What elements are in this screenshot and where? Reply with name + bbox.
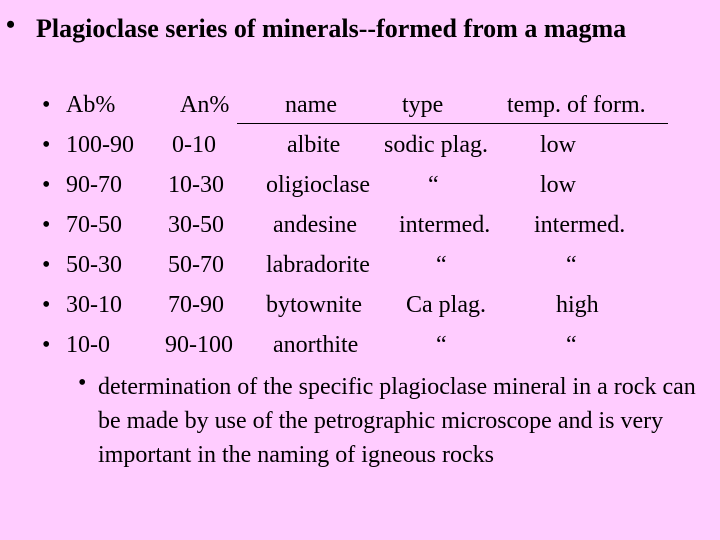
list-bullet: • — [42, 292, 51, 318]
table-row — [0, 172, 720, 212]
cell-type: Ca plag. — [406, 292, 486, 318]
cell-name: bytownite — [266, 292, 362, 318]
cell-ab: 100-90 — [66, 132, 134, 158]
table-row — [0, 212, 720, 252]
cell-type: “ — [436, 332, 447, 358]
cell-name: albite — [287, 132, 341, 158]
table-row — [0, 252, 720, 292]
cell-an: 10-30 — [168, 172, 224, 198]
table-row — [0, 292, 720, 332]
cell-temp: “ — [566, 332, 577, 358]
list-bullet: • — [42, 92, 51, 118]
note-text: determination of the specific plagioclase mineral in a rock can be made by use of the petrographic microscope and is very important in the naming of igneous rocks — [98, 374, 696, 468]
cell-name: oligioclase — [266, 172, 370, 198]
cell-ab: 50-30 — [66, 252, 122, 278]
header-ab-percent: Ab% — [66, 92, 116, 118]
cell-temp: low — [540, 172, 576, 198]
table-row — [0, 132, 720, 172]
cell-name: labradorite — [266, 252, 370, 278]
cell-an: 70-90 — [168, 292, 224, 318]
table-row — [0, 332, 720, 372]
cell-type: sodic plag. — [384, 132, 488, 158]
cell-ab: 90-70 — [66, 172, 122, 198]
header-temp: temp. of form. — [507, 92, 646, 118]
header-type: type — [402, 92, 444, 118]
slide-title: Plagioclase series of minerals--formed from a magma — [36, 14, 627, 43]
header-underline — [237, 123, 668, 124]
cell-temp: low — [540, 132, 576, 158]
list-bullet: • — [42, 252, 51, 278]
cell-an: 90-100 — [165, 332, 233, 358]
cell-name: anorthite — [273, 332, 359, 358]
cell-ab: 70-50 — [66, 212, 122, 238]
cell-ab: 30-10 — [66, 292, 122, 318]
list-bullet: • — [42, 332, 51, 358]
cell-type: intermed. — [399, 212, 491, 238]
header-an-percent: An% — [180, 92, 230, 118]
cell-type: “ — [436, 252, 447, 278]
cell-temp: intermed. — [534, 212, 626, 238]
cell-an: 50-70 — [168, 252, 224, 278]
header-name: name — [285, 92, 337, 118]
title-bullet: • — [6, 10, 16, 39]
table-header-row — [0, 92, 720, 132]
cell-an: 0-10 — [172, 132, 216, 158]
list-bullet: • — [42, 172, 51, 198]
cell-temp: “ — [566, 252, 577, 278]
cell-an: 30-50 — [168, 212, 224, 238]
list-bullet: • — [42, 212, 51, 238]
list-bullet: • — [42, 132, 51, 158]
note-bullet: • — [78, 370, 87, 396]
cell-type: “ — [428, 172, 439, 198]
cell-name: andesine — [273, 212, 357, 238]
cell-temp: high — [556, 292, 599, 318]
cell-ab: 10-0 — [66, 332, 110, 358]
